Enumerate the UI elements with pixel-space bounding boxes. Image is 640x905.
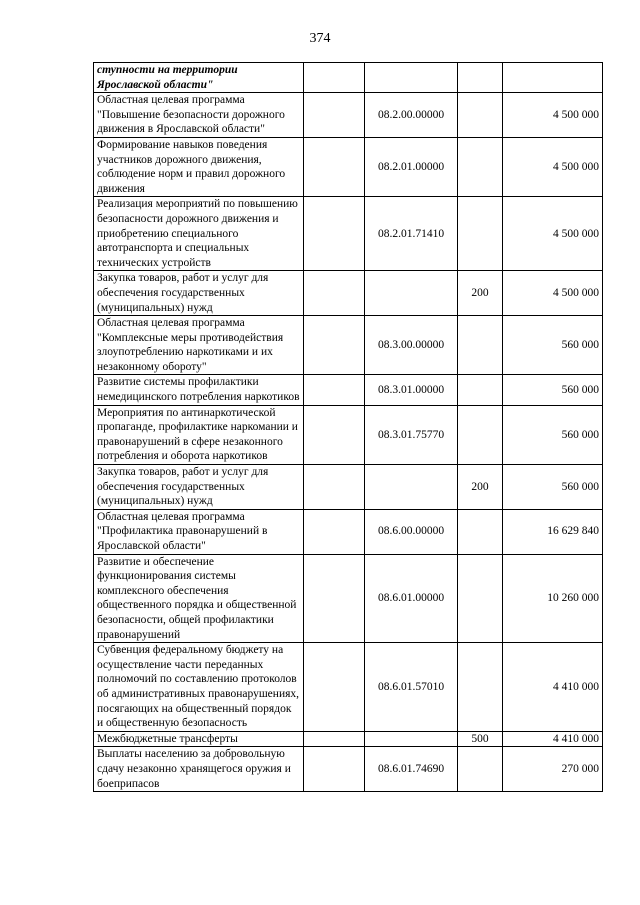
row-type-cell: 200 xyxy=(458,271,503,316)
row-amount-cell xyxy=(503,63,603,93)
row-code-cell: 08.2.00.00000 xyxy=(365,93,458,138)
row-type-cell xyxy=(458,63,503,93)
row-section-cell xyxy=(304,405,365,464)
row-name-cell: Областная целевая программа "Комплексные меры противодействия злоупотреблению наркотиками и их незаконному обороту" xyxy=(94,316,304,375)
row-amount-cell: 4 500 000 xyxy=(503,93,603,138)
row-section-cell xyxy=(304,747,365,792)
row-name-cell: ступности на территории Ярославской области" xyxy=(94,63,304,93)
row-name-cell: Межбюджетные трансферты xyxy=(94,731,304,747)
table-row xyxy=(94,271,603,316)
row-code-cell xyxy=(365,271,458,316)
row-name-cell: Реализация мероприятий по повышению безопасности дорожного движения и приобретению специального автотранспорта и специальных технических устройств xyxy=(94,197,304,271)
page-number: 374 xyxy=(309,31,331,46)
row-section-cell xyxy=(304,137,365,196)
row-code-cell: 08.6.01.00000 xyxy=(365,554,458,643)
row-type-cell xyxy=(458,316,503,375)
row-section-cell xyxy=(304,643,365,732)
row-code-cell xyxy=(365,731,458,747)
row-amount-cell: 10 260 000 xyxy=(503,554,603,643)
table-row xyxy=(94,137,603,196)
row-amount-cell: 4 500 000 xyxy=(503,137,603,196)
row-code-cell: 08.3.00.00000 xyxy=(365,316,458,375)
row-name-cell: Областная целевая программа "Профилактика правонарушений в Ярославской области" xyxy=(94,509,304,554)
row-amount-cell: 560 000 xyxy=(503,465,603,510)
row-name-cell: Формирование навыков поведения участников дорожного движения, соблюдение норм и правил дорожного движения xyxy=(94,137,304,196)
row-section-cell xyxy=(304,465,365,510)
row-type-cell xyxy=(458,197,503,271)
table-row xyxy=(94,643,603,732)
row-name-cell: Областная целевая программа "Повышение безопасности дорожного движения в Ярославской области" xyxy=(94,93,304,138)
row-type-cell xyxy=(458,375,503,405)
row-section-cell xyxy=(304,316,365,375)
row-name-cell: Мероприятия по антинаркотической пропаганде, профилактике наркомании и правонарушений в сфере незаконного потребления и оборота наркотиков xyxy=(94,405,304,464)
table-row xyxy=(94,375,603,405)
row-type-cell xyxy=(458,93,503,138)
row-amount-cell: 560 000 xyxy=(503,375,603,405)
table-row xyxy=(94,197,603,271)
row-code-cell: 08.6.01.57010 xyxy=(365,643,458,732)
row-section-cell xyxy=(304,375,365,405)
table-row xyxy=(94,554,603,643)
row-code-cell xyxy=(365,63,458,93)
row-code-cell: 08.6.01.74690 xyxy=(365,747,458,792)
row-name-cell: Субвенция федеральному бюджету на осуществление части переданных полномочий по составлению протоколов об административных правонарушениях, посягающих на общественный порядок и общественную безопасность xyxy=(94,643,304,732)
row-type-cell xyxy=(458,137,503,196)
row-type-cell xyxy=(458,643,503,732)
row-section-cell xyxy=(304,93,365,138)
row-type-cell xyxy=(458,554,503,643)
row-section-cell xyxy=(304,554,365,643)
row-amount-cell: 270 000 xyxy=(503,747,603,792)
row-code-cell: 08.2.01.00000 xyxy=(365,137,458,196)
table-row xyxy=(94,405,603,464)
row-section-cell xyxy=(304,731,365,747)
row-section-cell xyxy=(304,271,365,316)
row-section-cell xyxy=(304,63,365,93)
budget-table xyxy=(93,62,603,792)
table-row xyxy=(94,93,603,138)
row-type-cell xyxy=(458,509,503,554)
row-code-cell: 08.3.01.00000 xyxy=(365,375,458,405)
row-section-cell xyxy=(304,509,365,554)
row-type-cell: 200 xyxy=(458,465,503,510)
row-name-cell: Закупка товаров, работ и услуг для обеспечения государственных (муниципальных) нужд xyxy=(94,271,304,316)
budget-table-body xyxy=(94,63,603,792)
row-name-cell: Закупка товаров, работ и услуг для обеспечения государственных (муниципальных) нужд xyxy=(94,465,304,510)
table-row xyxy=(94,63,603,93)
row-amount-cell: 16 629 840 xyxy=(503,509,603,554)
row-amount-cell: 4 410 000 xyxy=(503,643,603,732)
table-row xyxy=(94,316,603,375)
row-code-cell: 08.6.00.00000 xyxy=(365,509,458,554)
row-amount-cell: 4 500 000 xyxy=(503,197,603,271)
row-code-cell: 08.2.01.71410 xyxy=(365,197,458,271)
row-name-cell: Развитие системы профилактики немедицинского потребления наркотиков xyxy=(94,375,304,405)
row-type-cell xyxy=(458,405,503,464)
table-row xyxy=(94,509,603,554)
row-code-cell xyxy=(365,465,458,510)
row-type-cell xyxy=(458,747,503,792)
row-section-cell xyxy=(304,197,365,271)
table-row xyxy=(94,747,603,792)
table-row xyxy=(94,731,603,747)
row-amount-cell: 4 500 000 xyxy=(503,271,603,316)
row-type-cell: 500 xyxy=(458,731,503,747)
row-amount-cell: 560 000 xyxy=(503,405,603,464)
row-code-cell: 08.3.01.75770 xyxy=(365,405,458,464)
row-amount-cell: 4 410 000 xyxy=(503,731,603,747)
row-name-cell: Развитие и обеспечение функционирования системы комплексного обеспечения общественного порядка и общественной безопасности, общей профилактики правонарушений xyxy=(94,554,304,643)
row-name-cell: Выплаты населению за добровольную сдачу незаконно хранящегося оружия и боеприпасов xyxy=(94,747,304,792)
row-amount-cell: 560 000 xyxy=(503,316,603,375)
table-row xyxy=(94,465,603,510)
